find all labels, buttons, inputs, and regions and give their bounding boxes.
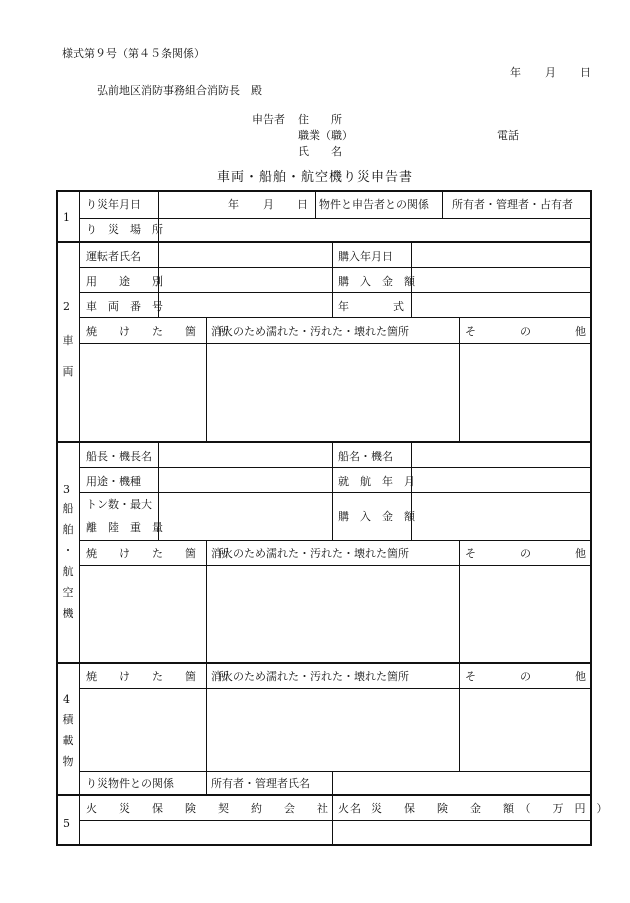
section-4-title xyxy=(61,714,75,777)
disaster-year-label: 年 xyxy=(228,198,239,211)
row-line xyxy=(79,688,592,689)
col-line xyxy=(442,190,443,219)
date-day-label: 日 xyxy=(580,66,591,79)
col-line xyxy=(459,541,460,663)
section-2-char: 車 xyxy=(62,334,74,347)
section-2-number: 2 xyxy=(63,300,70,313)
damaged-area-label: 消火のため濡れた・汚れた・壊れた箇所 xyxy=(211,325,409,338)
row-line xyxy=(79,492,592,493)
disaster-month-label: 月 xyxy=(263,198,274,211)
col-line xyxy=(332,442,333,541)
ship-name-label: 船名・機名 xyxy=(338,450,393,463)
date-month-label: 月 xyxy=(545,66,556,79)
addressee: 弘前地区消防事務組合消防長 殿 xyxy=(97,84,262,97)
col-line xyxy=(459,663,460,772)
section-3-char: ・ xyxy=(62,544,74,557)
row-line xyxy=(79,467,592,468)
section-5-number: 5 xyxy=(63,817,70,830)
section-4-number: 4 xyxy=(63,693,70,706)
name-label: 氏 名 xyxy=(298,145,342,158)
section-1-number: 1 xyxy=(63,211,70,224)
section-divider xyxy=(56,662,592,664)
number-column-divider xyxy=(79,190,80,846)
burned-area-label: 焼 け た 箇 所 xyxy=(86,325,229,338)
section-3-char: 舶 xyxy=(62,523,74,536)
row-line xyxy=(79,218,592,219)
damaged-area-label: 消火のため濡れた・汚れた・壊れた箇所 xyxy=(211,670,409,683)
row-line xyxy=(79,267,592,268)
form-title: 車両・船舶・航空機り災申告書 xyxy=(216,170,413,185)
other-label: そ の 他 xyxy=(465,670,586,683)
row-line xyxy=(79,292,592,293)
row-line xyxy=(79,820,592,821)
section-2-char: 両 xyxy=(62,365,74,378)
row-line xyxy=(79,540,592,541)
disaster-day-label: 日 xyxy=(297,198,308,211)
other-label: そ の 他 xyxy=(465,547,586,560)
section-3-title xyxy=(61,503,75,629)
col-line xyxy=(459,318,460,442)
use-label: 用 途 別 xyxy=(86,275,163,288)
section-4-char: 積 xyxy=(62,713,74,726)
owner-name-label: 所有者・管理者氏名 xyxy=(211,777,310,790)
applicant-label: 申告者 xyxy=(252,113,285,126)
section-4-char: 物 xyxy=(62,755,74,768)
col-line xyxy=(315,190,316,219)
section-4-char: 載 xyxy=(62,734,74,747)
col-line xyxy=(411,442,412,541)
section-divider xyxy=(56,794,592,796)
row-line xyxy=(79,317,592,318)
service-date-label: 就 航 年 月 xyxy=(338,475,415,488)
address-label: 住 所 xyxy=(298,113,342,126)
row-line xyxy=(79,343,592,344)
tonnage-label: トン数・最大 xyxy=(86,498,152,511)
form-table xyxy=(56,190,592,846)
purchase-date-label: 購入年月日 xyxy=(338,250,393,263)
section-divider xyxy=(56,241,592,243)
section-3-char: 船 xyxy=(62,502,74,515)
disaster-date-label: り災年月日 xyxy=(86,198,141,211)
relation-label: 物件と申告者との関係 xyxy=(319,198,429,211)
takeoff-weight-label: 離 陸 重 量 xyxy=(86,521,163,534)
col-line xyxy=(332,242,333,318)
cargo-relation-label: り災物件との関係 xyxy=(86,777,174,790)
row-line xyxy=(79,565,592,566)
section-3-char: 空 xyxy=(62,586,74,599)
relation-value: 所有者・管理者・占有者 xyxy=(452,198,573,211)
captain-name-label: 船長・機長名 xyxy=(86,450,152,463)
row-line xyxy=(79,771,592,772)
purchase-amount-label: 購 入 金 額 xyxy=(338,275,415,288)
burned-area-label: 焼 け た 箇 所 xyxy=(86,547,229,560)
phone-label: 電話 xyxy=(497,129,519,142)
section-3-number: 3 xyxy=(63,483,70,496)
burned-area-label: 焼 け た 箇 所 xyxy=(86,670,229,683)
damaged-area-label: 消火のため濡れた・汚れた・壊れた箇所 xyxy=(211,547,409,560)
section-3-char: 機 xyxy=(62,607,74,620)
use-type-label: 用途・機種 xyxy=(86,475,141,488)
insurance-company-label: 火 災 保 険 契 約 会 社 名 xyxy=(86,802,361,815)
section-divider xyxy=(56,441,592,443)
other-label: そ の 他 xyxy=(465,325,586,338)
col-line xyxy=(332,772,333,795)
occupation-label: 職業（職） xyxy=(298,129,353,142)
purchase-amount-label: 購 入 金 額 xyxy=(338,510,415,523)
section-2-title xyxy=(61,335,75,387)
vehicle-number-label: 車 両 番 号 xyxy=(86,300,163,313)
driver-name-label: 運転者氏名 xyxy=(86,250,141,263)
model-year-label: 年 式 xyxy=(338,300,404,313)
insurance-amount-label: 火 災 保 険 金 額 （ 万 円 ） xyxy=(338,802,608,815)
section-3-char: 航 xyxy=(62,565,74,578)
form-number: 様式第９号（第４５条関係） xyxy=(62,47,205,60)
disaster-place-label: り 災 場 所 xyxy=(86,223,163,236)
date-year-label: 年 xyxy=(510,66,521,79)
